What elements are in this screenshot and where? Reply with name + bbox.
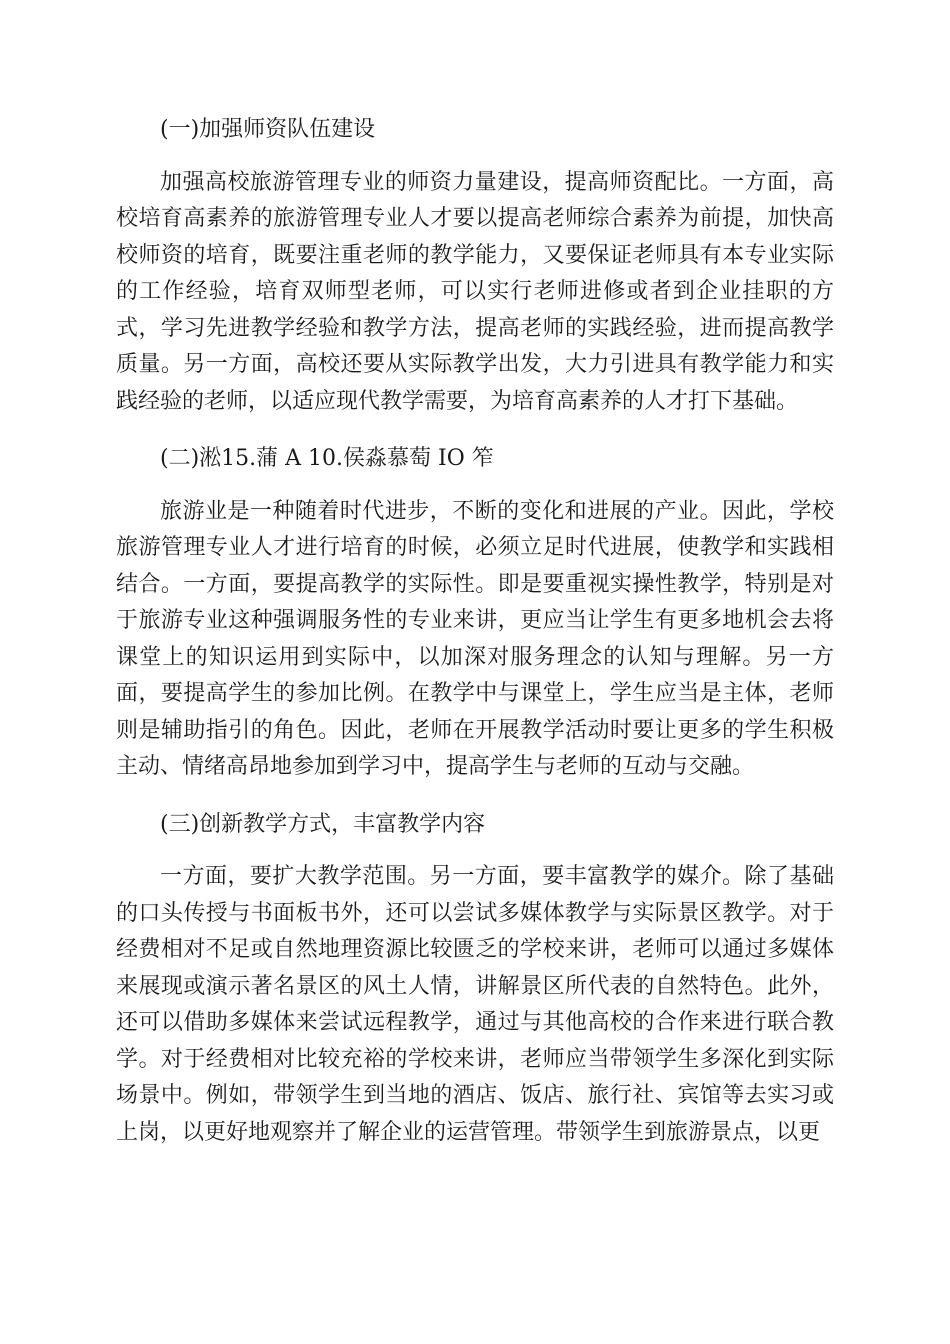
document-body [116,112,834,1151]
section-heading-3: (三)创新教学方式，丰富教学内容 [160,811,486,837]
section-paragraph-1: 加强高校旅游管理专业的师资力量建设，提高师资配比。一方面，高校培育高素养的旅游管理专业人才要以提高老师综合素养为前提，加快高校师资的培育，既要注重老师的教学能力，又要保证老师具有本专业实际的工作经验，培育双师型老师，可以实行老师进修或者到企业挂职的方式，学习先进教学经验和教学方法，提高老师的实践经验，进而提高教学质量。另一方面，高校还要从实际教学出发，大力引进具有教学能力和实践经验的老师，以适应现代教学需要，为培育高素养的人才打下基础。 [116,169,834,414]
section-heading-2: (二)淞15.蒲 A 10.侯淼慕萄 IO 笮 [160,446,494,471]
section-paragraph-3: 一方面，要扩大教学范围。另一方面，要丰富教学的媒介。除了基础的口头传授与书面板书外，还可以尝试多媒体教学与实际景区教学。对于经费相对不足或自然地理资源比较匮乏的学校来讲，老师可以通过多媒体来展现或演示著名景区的风土人情，讲解景区所代表的自然特色。此外，还可以借助多媒体来尝试远程教学，通过与其他高校的合作来进行联合教学。对于经费相对比较充裕的学校来讲，老师应当带领学生多深化到实际场景中。例如，带领学生到当地的酒店、饭店、旅行社、宾馆等去实习或上岗，以更好地观察并了解企业的运营管理。带领学生到旅游景点，以更 [116,864,834,1145]
section-heading-1: (一)加强师资队伍建设 [160,117,376,142]
section-paragraph-2: 旅游业是一种随着时代进步，不断的变化和进展的产业。因此，学校旅游管理专业人才进行培育的时候，必须立足时代进展，使教学和实践相结合。一方面，要提高教学的实际性。即是要重视实操性教学，特别是对于旅游专业这种强调服务性的专业来讲，更应当让学生有更多地机会去将课堂上的知识运用到实际中，以加深对服务理念的认知与理解。另一方面，要提高学生的参加比例。在教学中与课堂上，学生应当是主体，老师则是辅助指引的角色。因此，老师在开展教学活动时要让更多的学生积极主动、情绪高昂地参加到学习中，提高学生与老师的互动与交融。 [116,498,834,779]
